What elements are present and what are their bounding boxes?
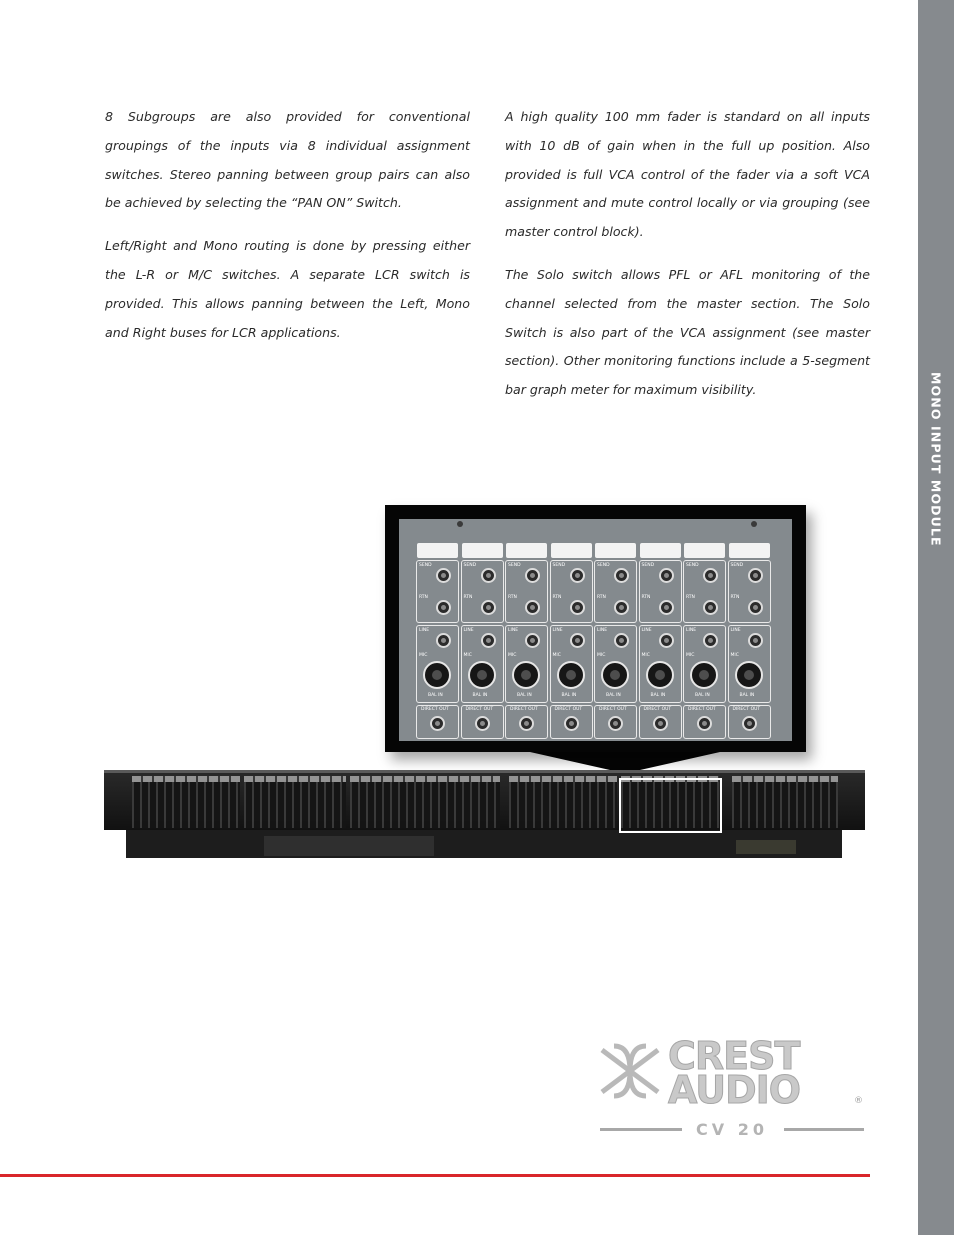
send-jack [525, 568, 540, 583]
bal-in-label: BAL IN [695, 693, 710, 698]
direct-out-label: DIRECT OUT [599, 707, 627, 712]
send-jack [659, 568, 674, 583]
send-label: SEND [508, 563, 521, 568]
direct-out-label: DIRECT OUT [732, 707, 761, 712]
registered-mark: ® [854, 1096, 863, 1106]
logo-word-audio: AUDIO [668, 1068, 801, 1112]
channel-strip [505, 543, 548, 739]
panel-screw [457, 521, 463, 527]
send-label: SEND [463, 563, 477, 568]
channel-label-tab [506, 543, 547, 558]
bal-in-label: BAL IN [472, 693, 488, 698]
channel-label-tab [595, 543, 636, 558]
rtn-label: RTN [508, 595, 517, 600]
line-label: LINE [641, 628, 652, 633]
line-jack [703, 633, 718, 648]
return-jack [703, 600, 718, 615]
console-rear-view [104, 770, 865, 858]
send-jack [481, 568, 496, 583]
rtn-label: RTN [419, 595, 428, 600]
bal-in-label: BAL IN [517, 693, 532, 698]
direct-out-jack [653, 716, 668, 731]
line-label: LINE [552, 628, 563, 633]
direct-out-label: DIRECT OUT [510, 707, 538, 712]
connector-bank [732, 776, 838, 828]
return-jack [436, 600, 451, 615]
direct-out-jack [564, 716, 579, 731]
line-label: LINE [508, 628, 519, 633]
section-title: MONO INPUT MODULE [928, 372, 944, 547]
rtn-label: RTN [552, 595, 562, 600]
xlr-connector [557, 661, 585, 689]
console-base [126, 830, 842, 858]
direct-out-jack [430, 716, 445, 731]
line-jack [481, 633, 496, 648]
channel-strip [683, 543, 726, 739]
mic-label: MIC [419, 653, 428, 658]
channel-label-tab [551, 543, 592, 558]
line-label: LINE [686, 628, 697, 633]
rtn-label: RTN [730, 595, 740, 600]
paragraph: Left/Right and Mono routing is done by pressing either the L-R or M/C switches. A separate LCR switch is provided. This allows panning between the Left, Mono and Right buses for LCR applications. [105, 238, 470, 340]
highlighted-module [619, 778, 722, 833]
line-jack [525, 633, 540, 648]
send-jack [570, 568, 585, 583]
mic-label: MIC [641, 653, 650, 658]
return-jack [748, 600, 763, 615]
connector-bank [509, 776, 617, 828]
bal-in-label: BAL IN [739, 693, 755, 698]
rtn-label: RTN [597, 595, 606, 600]
xlr-connector [468, 661, 496, 689]
connector-bank [132, 776, 240, 828]
channel-label-tab [462, 543, 503, 558]
crest-knot-icon [596, 1042, 664, 1100]
bal-in-label: BAL IN [561, 693, 577, 698]
power-panel [736, 840, 796, 854]
send-label: SEND [730, 563, 744, 568]
line-jack [570, 633, 585, 648]
xlr-connector [601, 661, 629, 689]
line-label: LINE [730, 628, 741, 633]
paragraph: The Solo switch allows PFL or AFL monitoring of the channel selected from the master section. The Solo Switch is also part of the VCA assignment (see master section). Other monitoring functions include a 5-segment bar graph meter for maximum visibility. [505, 266, 870, 398]
mic-label: MIC [552, 653, 561, 658]
mic-label: MIC [597, 653, 606, 658]
send-label: SEND [419, 563, 432, 568]
xlr-connector [690, 661, 718, 689]
channel-strip [461, 543, 504, 739]
xlr-connector [646, 661, 674, 689]
connector-bank [244, 776, 346, 828]
panel-screw [751, 521, 757, 527]
direct-out-label: DIRECT OUT [421, 707, 449, 712]
bal-in-label: BAL IN [606, 693, 621, 698]
channel-label-tab [417, 543, 458, 558]
console-edge [104, 770, 865, 773]
zoom-callout [520, 750, 730, 772]
bal-in-label: BAL IN [650, 693, 666, 698]
channel-strip [639, 543, 682, 739]
send-label: SEND [597, 563, 610, 568]
direct-out-label: DIRECT OUT [465, 707, 494, 712]
mic-label: MIC [508, 653, 517, 658]
channel-strip [594, 543, 637, 739]
rtn-label: RTN [463, 595, 473, 600]
return-jack [614, 600, 629, 615]
mic-label: MIC [686, 653, 695, 658]
xlr-connector [423, 661, 451, 689]
line-jack [748, 633, 763, 648]
footer-rule [0, 1174, 870, 1177]
send-jack [614, 568, 629, 583]
channel-strip [728, 543, 771, 739]
direct-out-jack [475, 716, 490, 731]
send-jack [703, 568, 718, 583]
send-label: SEND [552, 563, 566, 568]
send-label: SEND [686, 563, 699, 568]
line-jack [436, 633, 451, 648]
model-name: CV 20 [696, 1120, 768, 1139]
channel-label-tab [684, 543, 725, 558]
direct-out-jack [608, 716, 623, 731]
direct-out-label: DIRECT OUT [688, 707, 716, 712]
rtn-label: RTN [641, 595, 651, 600]
direct-out-label: DIRECT OUT [554, 707, 583, 712]
channel-label-tab [729, 543, 770, 558]
direct-out-label: DIRECT OUT [643, 707, 672, 712]
xlr-connector [735, 661, 763, 689]
bal-in-label: BAL IN [428, 693, 443, 698]
line-jack [659, 633, 674, 648]
paragraph: A high quality 100 mm fader is standard on all inputs with 10 dB of gain when in the full up position. Also provided is full VCA control of the fader via a soft VCA assignment and mute control locally or via grouping (see master control block). [505, 109, 870, 240]
channel-strip [550, 543, 593, 739]
return-jack [481, 600, 496, 615]
return-jack [570, 600, 585, 615]
line-jack [614, 633, 629, 648]
connector-bank [350, 776, 500, 828]
brand-logo [596, 1034, 868, 1140]
right-text-column [505, 103, 870, 419]
mic-label: MIC [730, 653, 739, 658]
return-jack [659, 600, 674, 615]
mic-label: MIC [463, 653, 472, 658]
rear-panel [399, 519, 792, 741]
left-text-column [105, 103, 470, 361]
channel-strip [416, 543, 459, 739]
side-tab [918, 0, 954, 1235]
rtn-label: RTN [686, 595, 695, 600]
line-label: LINE [419, 628, 430, 633]
direct-out-jack [519, 716, 534, 731]
channel-label-tab [640, 543, 681, 558]
rear-panel-closeup [385, 505, 806, 752]
xlr-connector [512, 661, 540, 689]
line-label: LINE [597, 628, 608, 633]
send-jack [436, 568, 451, 583]
paragraph: 8 Subgroups are also provided for conventional groupings of the inputs via 8 individual assignment switches. Stereo panning between group pairs can also be achieved by selecting the “PAN ON” Switch. [105, 109, 470, 211]
send-jack [748, 568, 763, 583]
line-label: LINE [463, 628, 474, 633]
return-jack [525, 600, 540, 615]
direct-out-jack [742, 716, 757, 731]
logo-word-crest: CREST [668, 1034, 800, 1078]
io-panel [264, 836, 434, 856]
send-label: SEND [641, 563, 655, 568]
direct-out-jack [697, 716, 712, 731]
